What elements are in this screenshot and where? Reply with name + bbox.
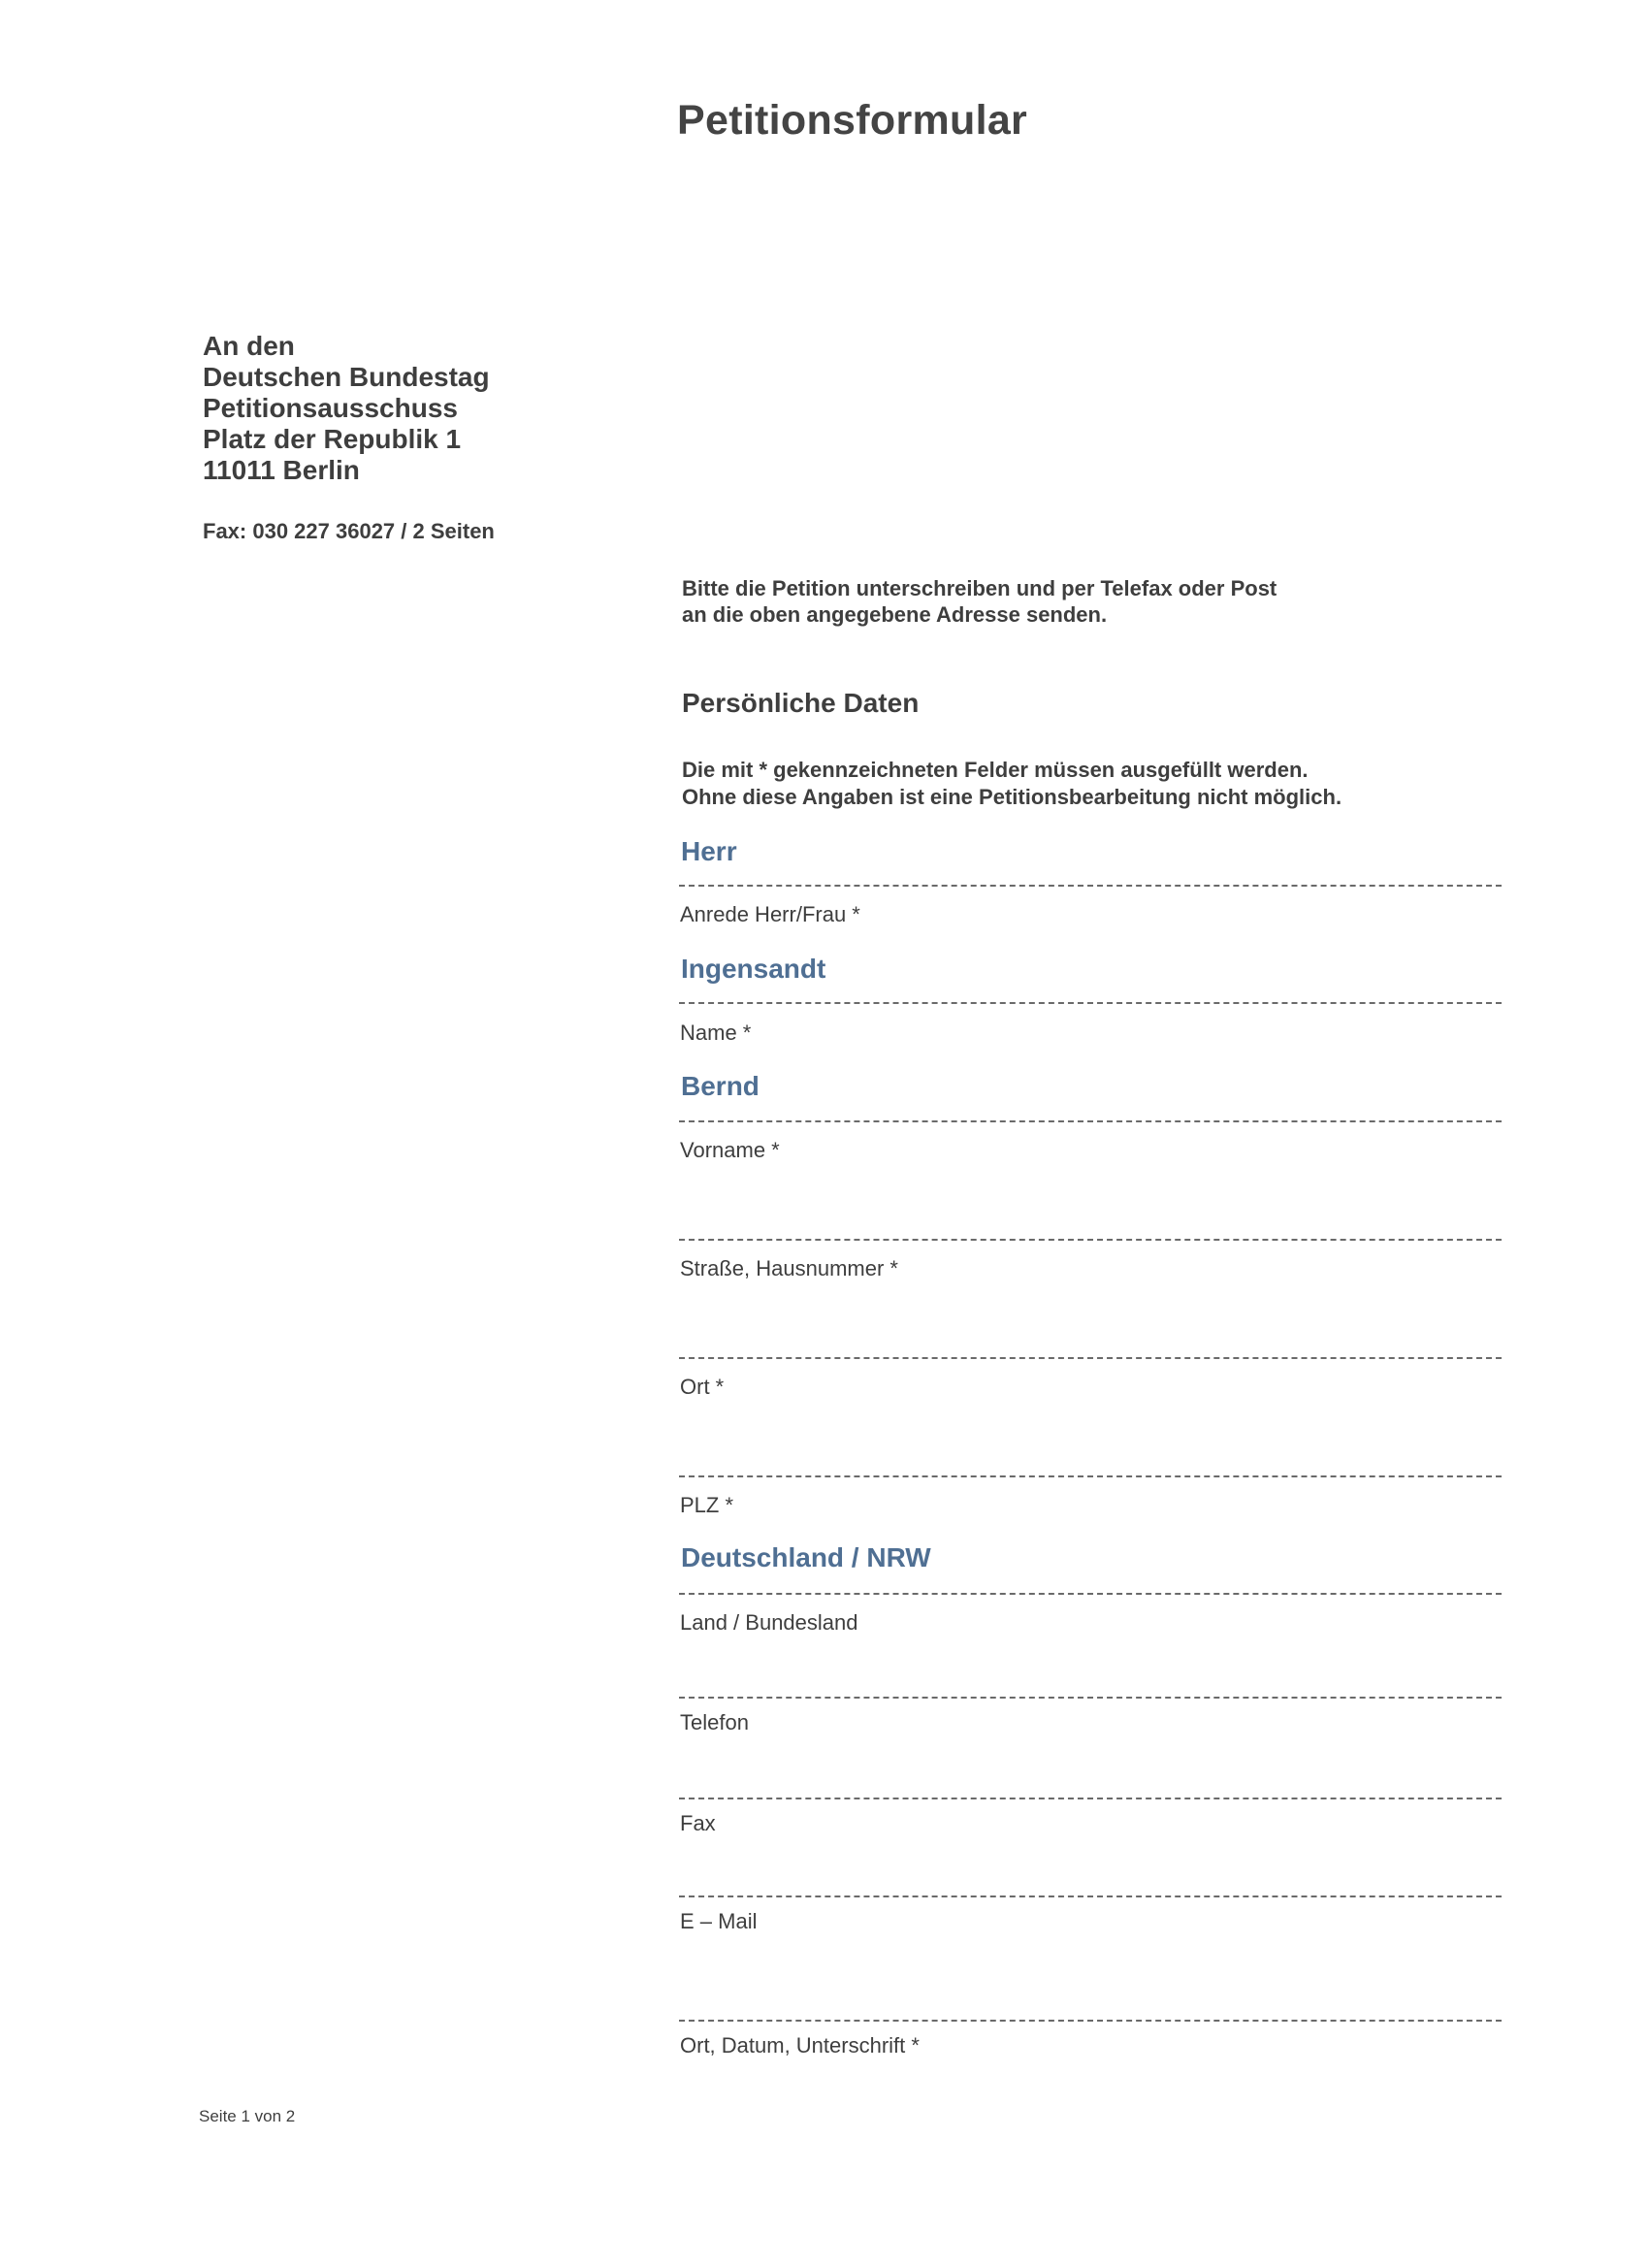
field-label: Vorname * xyxy=(680,1138,780,1162)
field-underline xyxy=(679,1357,1502,1359)
field-label: Ort, Datum, Unterschrift * xyxy=(680,2033,920,2057)
field-label: Anrede Herr/Frau * xyxy=(680,902,860,926)
field-label: Straße, Hausnummer * xyxy=(680,1256,898,1280)
field-label: Name * xyxy=(680,1021,752,1045)
field-underline xyxy=(679,1475,1502,1477)
address-line: Deutschen Bundestag xyxy=(203,362,490,392)
instructions-line: Bitte die Petition unterschreiben und per Telefax oder Post xyxy=(682,576,1277,600)
required-fields-note xyxy=(682,757,1342,811)
field-label: PLZ * xyxy=(680,1493,734,1517)
field-value[interactable]: Bernd xyxy=(681,1071,760,1101)
address-line: Petitionsausschuss xyxy=(203,393,458,423)
required-note-line: Die mit * gekennzeichneten Felder müssen ausgefüllt werden. xyxy=(682,758,1309,782)
field-underline xyxy=(679,1798,1502,1799)
address-line: Platz der Republik 1 xyxy=(203,424,462,454)
field-underline xyxy=(679,1120,1502,1122)
field-underline xyxy=(679,1002,1502,1004)
instructions-line: an die oben angegebene Adresse senden. xyxy=(682,602,1108,627)
field-label: E – Mail xyxy=(680,1909,758,1933)
field-label: Fax xyxy=(680,1811,716,1835)
field-label: Ort * xyxy=(680,1375,725,1399)
field-label: Telefon xyxy=(680,1710,749,1734)
field-underline xyxy=(679,885,1502,887)
field-underline xyxy=(679,1593,1502,1595)
field-underline xyxy=(679,1239,1502,1241)
form-title: Petitionsformular xyxy=(677,97,1028,144)
fax-info: Fax: 030 227 36027 / 2 Seiten xyxy=(203,519,495,543)
field-underline xyxy=(679,2020,1502,2022)
recipient-address xyxy=(203,331,490,486)
address-line: 11011 Berlin xyxy=(203,455,360,485)
field-underline xyxy=(679,1895,1502,1897)
instructions xyxy=(682,575,1277,628)
required-note-line: Ohne diese Angaben ist eine Petitionsbearbeitung nicht möglich. xyxy=(682,785,1342,809)
field-underline xyxy=(679,1697,1502,1699)
field-value[interactable]: Herr xyxy=(681,836,737,866)
field-value[interactable]: Ingensandt xyxy=(681,954,826,984)
field-value[interactable]: Deutschland / NRW xyxy=(681,1542,931,1572)
address-line: An den xyxy=(203,331,295,361)
field-label: Land / Bundesland xyxy=(680,1610,858,1635)
page-number: Seite 1 von 2 xyxy=(199,2107,296,2125)
section-heading-personal-data: Persönliche Daten xyxy=(682,688,920,718)
